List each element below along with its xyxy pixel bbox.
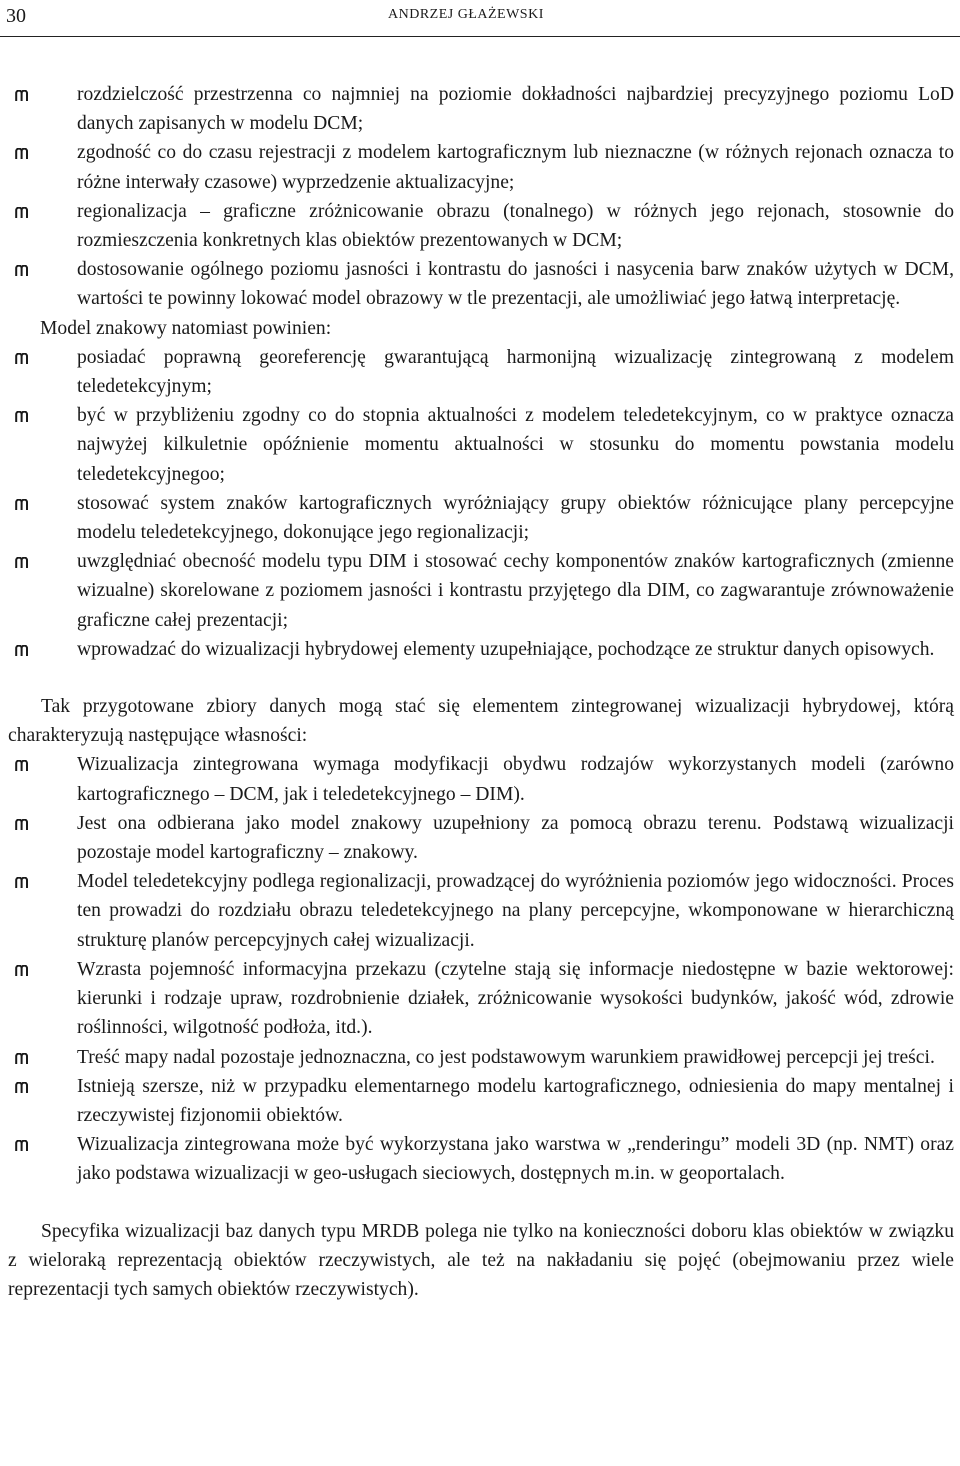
bullet-icon (15, 265, 30, 276)
list-item (77, 1043, 954, 1072)
paragraph-gap (0, 1189, 960, 1217)
list-item-text: Wizualizacja zintegrowana może być wykorzystana jako warstwa w „renderingu” modeli 3D (np. NMT) oraz jako podstawa wizualizacji w geo-usługach sieciowych, dostępnych m.in. w geoportalach. (77, 1134, 954, 1185)
bullet-icon (15, 819, 30, 830)
body-paragraph: Specyfika wizualizacji baz danych typu MRDB polega nie tylko na konieczności doboru klas obiektów w związku z wieloraką reprezentacją obiektów rzeczywistych, ale też na nakładaniu się pojęć (obejmowaniu przez wiele reprezentacji tych samych obiektów rzeczywistych). (8, 1220, 954, 1300)
list-item-text: Wzrasta pojemność informacyjna przekazu (czytelne stają się informacje niedostępne w bazie wektorowej: kierunki i rodzaje upraw, rozdrobnienie działek, zróżnicowanie wysokości budynków, jakość wód, zdrowie roślinności, wilgotność podłoża, itd.). (77, 958, 954, 1039)
requirements-list-symbol-model (0, 343, 960, 664)
properties-list (0, 750, 960, 1188)
list-item (77, 255, 954, 313)
list-item-text: Istnieją szersze, niż w przypadku elementarnego modelu kartograficznego, odniesienia do mapy mentalnej i rzeczywistej fizjonomii obiektów. (77, 1075, 954, 1126)
bullet-icon (15, 411, 30, 422)
body-paragraph: Tak przygotowane zbiory danych mogą stać się elementem zintegrowanej wizualizacji hybrydowej, którą charakteryzują następujące własności: (8, 696, 954, 747)
list-item (77, 80, 954, 138)
list-item-text: posiadać poprawną georeferencję gwarantującą harmonijną wizualizację zintegrowaną z modelem teledetekcyjnym; (77, 346, 954, 398)
list-item (77, 635, 954, 664)
list-item-text: uwzględniać obecność modelu typu DIM i stosować cechy komponentów znaków kartograficznych (zmienne wizualne) skorelowane z poziomem jasności i kontrastu przyjętego dla DIM, co zagwarantuje zrównoważenie graficzne całej prezentacji; (77, 551, 954, 631)
list-item (77, 1072, 954, 1130)
bullet-icon (15, 877, 30, 888)
list-item (77, 750, 954, 808)
list-item-text: Jest ona odbierana jako model znakowy uzupełniony za pomocą obrazu terenu. Podstawą wizualizacji pozostaje model kartograficzny – znakowy. (77, 812, 954, 864)
list-item-text: stosować system znaków kartograficznych wyróżniający grupy obiektów różnicujące plany percepcyjne modelu teledetekcyjnego, dokonujące jego regionalizacji; (77, 492, 954, 544)
list-item (77, 197, 954, 255)
model-intro-line: Model znakowy natomiast powinien: (40, 317, 332, 339)
list-item (77, 401, 954, 489)
header-rule (0, 36, 960, 37)
bullet-icon (15, 90, 30, 101)
bullet-icon (15, 1082, 30, 1093)
list-item-text: być w przybliżeniu zgodny co do stopnia aktualności z modelem teledetekcyjnym, co w praktyce oznacza najwyżej kilkuletnie opóźnienie momentu aktualności w stosunku do momentu powstania modelu teledetekcyjnegoo; (77, 405, 954, 485)
list-item-text: wprowadzać do wizualizacji hybrydowej elementy uzupełniające, pochodzące ze struktur danych opisowych. (77, 638, 935, 660)
list-item (77, 809, 954, 867)
list-item (77, 1130, 954, 1188)
list-item (77, 547, 954, 635)
list-item-text: dostosowanie ogólnego poziomu jasności i kontrastu do jasności i nasycenia barw znaków użytych w DCM, wartości te powinny lokować model obrazowy w tle prezentacji, ale umożliwiać jego łatwą interpretację. (77, 259, 954, 310)
list-item-text: Treść mapy nadal pozostaje jednoznaczna, co jest podstawowym warunkiem prawidłowej percepcji jej treści. (77, 1046, 935, 1068)
requirements-list-image-model (0, 80, 960, 314)
running-head: ANDRZEJ GŁAŻEWSKI (388, 7, 544, 22)
list-item-text: zgodność co do czasu rejestracji z modelem kartograficznym lub nieznaczne (w różnych rejonach oznacza to różne interwały czasowe) wyprzedzenie aktualizacyjne; (77, 142, 954, 193)
paragraph-gap (0, 664, 960, 692)
list-item-text: Model teledetekcyjny podlega regionalizacji, prowadzącej do wyróżnienia poziomów jego widoczności. Proces ten prowadzi do rozdziału obrazu teledetekcyjnego na plany percepcyjne, wkomponowane w hierarchiczną strukturę planów percepcyjnych całej wizualizacji. (77, 871, 954, 951)
page-content (0, 80, 960, 1304)
list-item (77, 489, 954, 547)
bullet-icon (15, 207, 30, 218)
list-item-text: regionalizacja – graficzne zróżnicowanie obrazu (tonalnego) w różnych jego rejonach, stosownie do rozmieszczenia konkretnych klas obiektów prezentowanych w DCM; (77, 200, 954, 252)
list-item (77, 138, 954, 196)
bullet-icon (15, 1053, 30, 1064)
list-item (77, 867, 954, 955)
bullet-icon (15, 1140, 30, 1151)
list-item-text: rozdzielczość przestrzenna co najmniej na poziomie dokładności najbardziej precyzyjnego poziomu LoD danych zapisanych w modelu DCM; (77, 84, 954, 135)
bullet-icon (15, 557, 30, 568)
bullet-icon (15, 148, 30, 159)
bullet-icon (15, 965, 30, 976)
bullet-icon (15, 499, 30, 510)
bullet-icon (15, 353, 30, 364)
bullet-icon (15, 645, 30, 656)
page-number: 30 (6, 5, 26, 27)
list-item (77, 955, 954, 1043)
page-header (0, 0, 960, 36)
list-item-text: Wizualizacja zintegrowana wymaga modyfikacji obydwu rodzajów wykorzystanych modeli (zarówno kartograficznego – DCM, jak i teledetekcyjnego – DIM). (77, 754, 954, 805)
list-item (77, 343, 954, 401)
bullet-icon (15, 760, 30, 771)
